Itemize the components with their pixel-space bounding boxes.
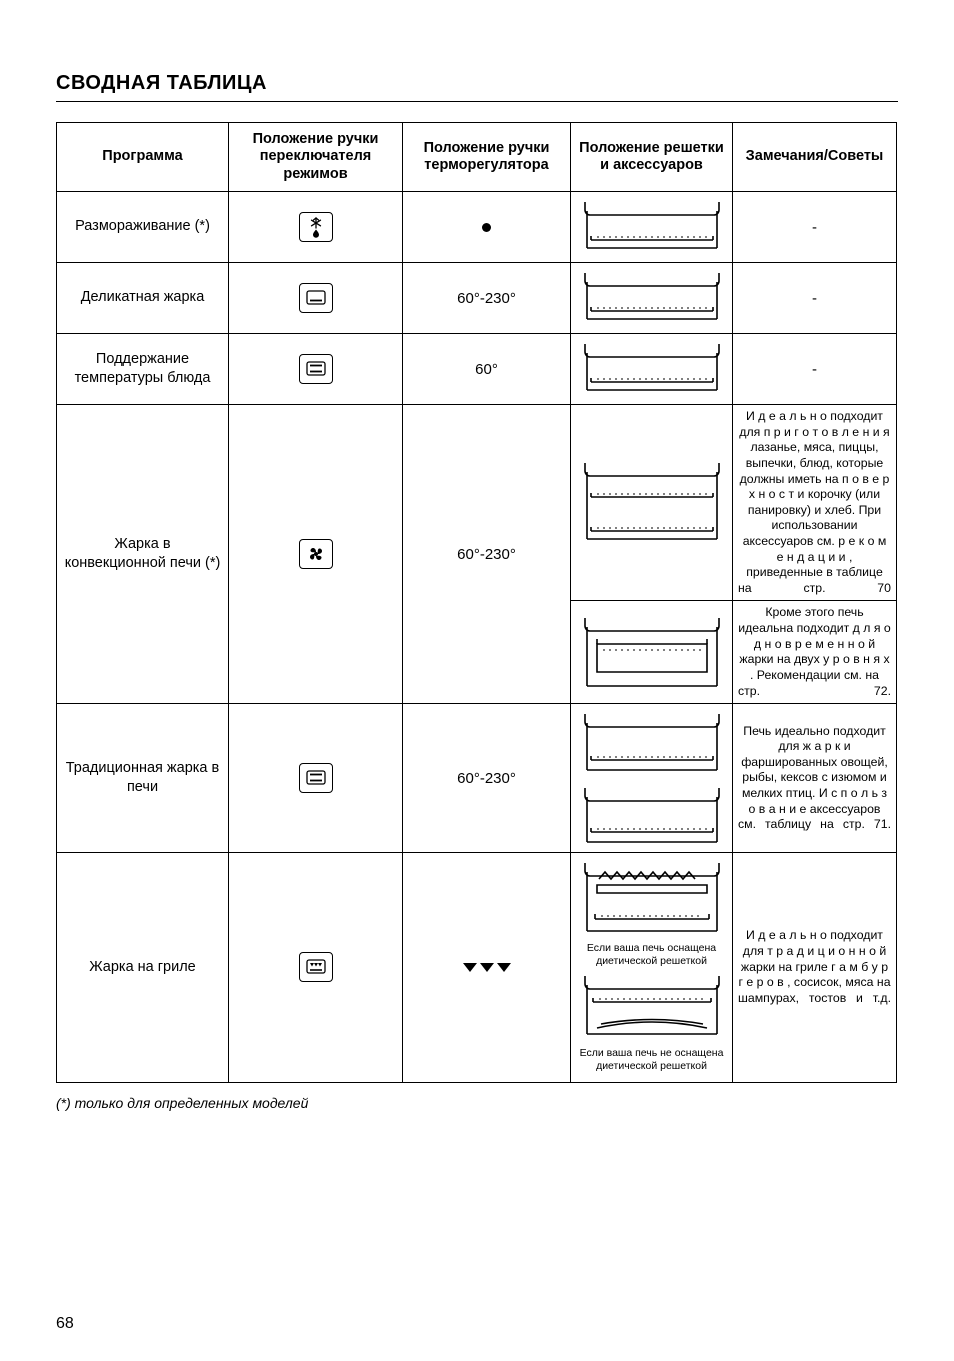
rack-caption-not-equipped: Если ваша печь не оснащена диетической решеткой [579,1047,724,1072]
cell-notes: - [733,192,897,263]
cell-thermostat [403,192,571,263]
page-title: СВОДНАЯ ТАБЛИЦА [56,72,267,94]
column-header-mode-knob: Положение ручки переключателя режимов [229,123,403,192]
page-number: 68 [56,1315,74,1332]
oven-rack-double-icon [576,457,727,549]
cell-rack [571,263,733,334]
column-header-notes: Замечания/Советы [733,123,897,192]
thermostat-triangles-icon [463,963,511,972]
cell-program: Жарка в конвекционной печи (*) [57,405,229,704]
cell-rack [571,334,733,405]
grill-icon [299,952,333,982]
thermostat-dot-icon [482,223,491,232]
cell-notes: - [733,334,897,405]
cell-notes: Кроме этого печь идеальна подходит д л я о д н о в р е м е н н о й жарки на двух у р о в н я х . Рекомендации см. на стр. 72. [733,601,897,704]
oven-tray-wide-icon [576,606,727,698]
table-row [57,704,897,853]
cell-program: Поддержание температуры блюда [57,334,229,405]
cell-mode-knob [229,263,403,334]
summary-table [56,122,897,1083]
defrost-snowflake-icon [299,212,333,242]
cell-rack [571,405,733,601]
oven-rack-double-icon [576,708,727,848]
cell-rack [571,192,733,263]
cell-notes: Печь идеально подходит для ж а р к и фаршированных овощей, рыбы, кексов с изюмом и мелких птиц. И с п о л ь з о в а н и е аксессуаров см. таблицу на стр. 71. [733,704,897,853]
oven-rack-low-icon [576,267,727,329]
cell-program: Деликатная жарка [57,263,229,334]
top-bottom-heat-icon [299,763,333,793]
footnote: (*) только для определенных моделей [56,1094,309,1111]
table-row [57,263,897,334]
bottom-heat-icon [299,283,333,313]
top-bottom-heat-icon [299,354,333,384]
cell-rack [571,704,733,853]
cell-thermostat: 60° [403,334,571,405]
cell-thermostat [403,853,571,1082]
title-divider [56,101,898,102]
table-row [57,405,897,601]
cell-mode-knob [229,334,403,405]
cell-thermostat: 60°-230° [403,704,571,853]
table-row [57,192,897,263]
cell-notes: И д е а л ь н о подходит для п р и г о т о в л е н и я лазанье, мяса, пиццы, выпечки, блюд, которые должны иметь на п о в е р х н о с т и корочку (или панировку) и хлеб. При использовании аксессуаров см. р е к о м е н д а ц и и , приведенные в таблице на стр. 70 [733,405,897,601]
cell-notes: И д е а л ь н о подходит для т р а д и ц и о н н о й жарки на гриле г а м б у р г е р о в , сосисок, мяса на шампурах, тостов и т.д. [733,853,897,1082]
cell-program: Размораживание (*) [57,192,229,263]
table-row [57,853,897,1082]
cell-mode-knob [229,853,403,1082]
cell-thermostat: 60°-230° [403,263,571,334]
oven-rack-low-icon [576,196,727,258]
cell-mode-knob [229,192,403,263]
cell-thermostat: 60°-230° [403,405,571,704]
table-header-row [57,123,897,192]
grill-rack-icon [576,857,727,1077]
cell-program: Традиционная жарка в печи [57,704,229,853]
cell-mode-knob [229,704,403,853]
column-header-program: Программа [57,123,229,192]
convection-fan-icon [299,539,333,569]
cell-notes: - [733,263,897,334]
oven-rack-low-icon [576,338,727,400]
cell-rack [571,853,733,1082]
rack-caption-equipped: Если ваша печь оснащена диетической решеткой [586,942,717,967]
column-header-rack-position: Положение решетки и аксессуаров [571,123,733,192]
cell-program: Жарка на гриле [57,853,229,1082]
cell-rack [571,601,733,704]
cell-mode-knob [229,405,403,704]
table-row [57,334,897,405]
column-header-thermostat-knob: Положение ручки терморегулятора [403,123,571,192]
